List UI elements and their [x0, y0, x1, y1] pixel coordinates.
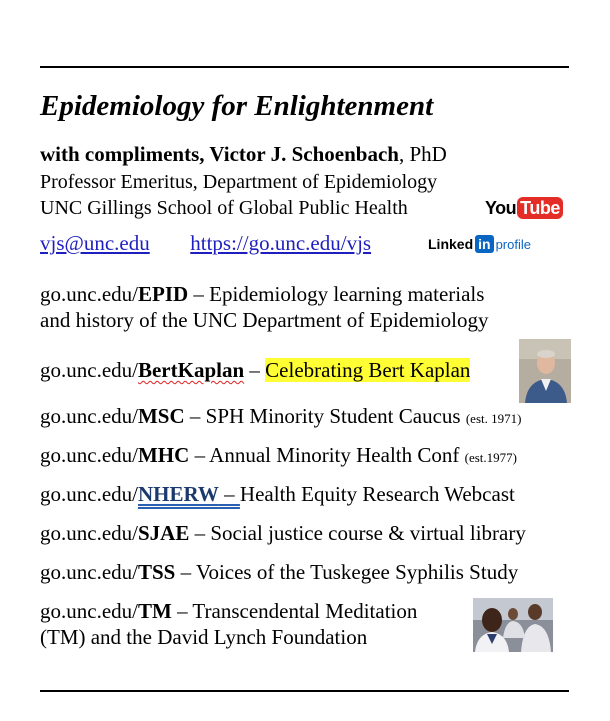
top-rule: [40, 66, 569, 68]
link-item-sjae[interactable]: [40, 521, 526, 546]
link-prefix: go.unc.edu/: [40, 521, 138, 545]
position-text: Professor Emeritus, Department of Epidemiology: [40, 171, 438, 193]
bottom-rule: [40, 690, 569, 692]
link-item-epid-desc2: and history of the UNC Department of Epidemiology: [40, 308, 489, 332]
linkedin-profile-icon[interactable]: [428, 235, 531, 253]
link-key: EPID: [137, 282, 189, 306]
link-desc: – SPH Minority Student Caucus: [184, 404, 466, 428]
link-item-nherw[interactable]: [40, 482, 515, 507]
link-desc: Health Equity Research Webcast: [239, 482, 515, 506]
link-prefix: go.unc.edu/: [40, 560, 138, 584]
linkedin-in-text: in: [475, 235, 493, 253]
author-line: [40, 142, 447, 167]
degree-text: , PhD: [398, 142, 447, 166]
linkedin-linked-text: Linked: [428, 236, 474, 252]
link-note: (est. 1971): [465, 411, 522, 426]
link-sep: –: [218, 482, 240, 506]
profile-url-link[interactable]: https://go.unc.edu/vjs: [190, 231, 372, 255]
school-text: UNC Gillings School of Global Public Health: [40, 197, 408, 219]
link-prefix: go.unc.edu/: [40, 482, 138, 506]
youtube-logo-icon[interactable]: [485, 197, 563, 219]
link-sep: –: [244, 358, 266, 382]
link-key: TM: [137, 599, 172, 623]
link-item-tss[interactable]: [40, 560, 518, 585]
link-item-bertkaplan[interactable]: [40, 358, 470, 383]
link-prefix: go.unc.edu/: [40, 443, 138, 467]
link-item-tm[interactable]: [40, 599, 417, 624]
link-item-mhc[interactable]: [40, 443, 517, 470]
compliments-text: with compliments, Victor J. Schoenbach: [40, 142, 399, 166]
link-key: TSS: [137, 560, 176, 584]
youtube-tube-text: Tube: [517, 197, 563, 219]
link-desc: – Voices of the Tuskegee Syphilis Study: [175, 560, 519, 584]
link-prefix: go.unc.edu/: [40, 358, 138, 382]
link-key: SJAE: [137, 521, 190, 545]
linkedin-profile-text: profile: [495, 236, 531, 252]
link-item-tm-desc2: (TM) and the David Lynch Foundation: [40, 625, 368, 649]
link-item-epid[interactable]: [40, 282, 484, 307]
tm-students-photo: [473, 598, 553, 652]
link-desc: Celebrating Bert Kaplan: [265, 358, 471, 382]
link-desc: – Epidemiology learning materials: [188, 282, 485, 306]
link-key: BertKaplan: [137, 358, 245, 382]
link-key: MSC: [137, 404, 185, 428]
link-prefix: go.unc.edu/: [40, 599, 138, 623]
link-prefix: go.unc.edu/: [40, 282, 138, 306]
contact-line: [40, 231, 371, 256]
portrait-image: [519, 339, 571, 403]
bert-kaplan-photo: [519, 339, 571, 403]
students-image: [473, 598, 553, 652]
link-desc: – Social justice course & virtual library: [189, 521, 526, 545]
link-key: NHERW: [137, 482, 219, 506]
youtube-you-text: You: [485, 197, 517, 218]
link-key: MHC: [137, 443, 190, 467]
page-title: Epidemiology for Enlightenment: [40, 90, 434, 122]
email-link[interactable]: vjs@unc.edu: [40, 231, 150, 255]
link-item-msc[interactable]: [40, 404, 521, 431]
link-note: (est.1977): [464, 450, 517, 465]
link-desc: – Annual Minority Health Conf: [189, 443, 465, 467]
link-prefix: go.unc.edu/: [40, 404, 138, 428]
link-desc: – Transcendental Meditation: [171, 599, 418, 623]
